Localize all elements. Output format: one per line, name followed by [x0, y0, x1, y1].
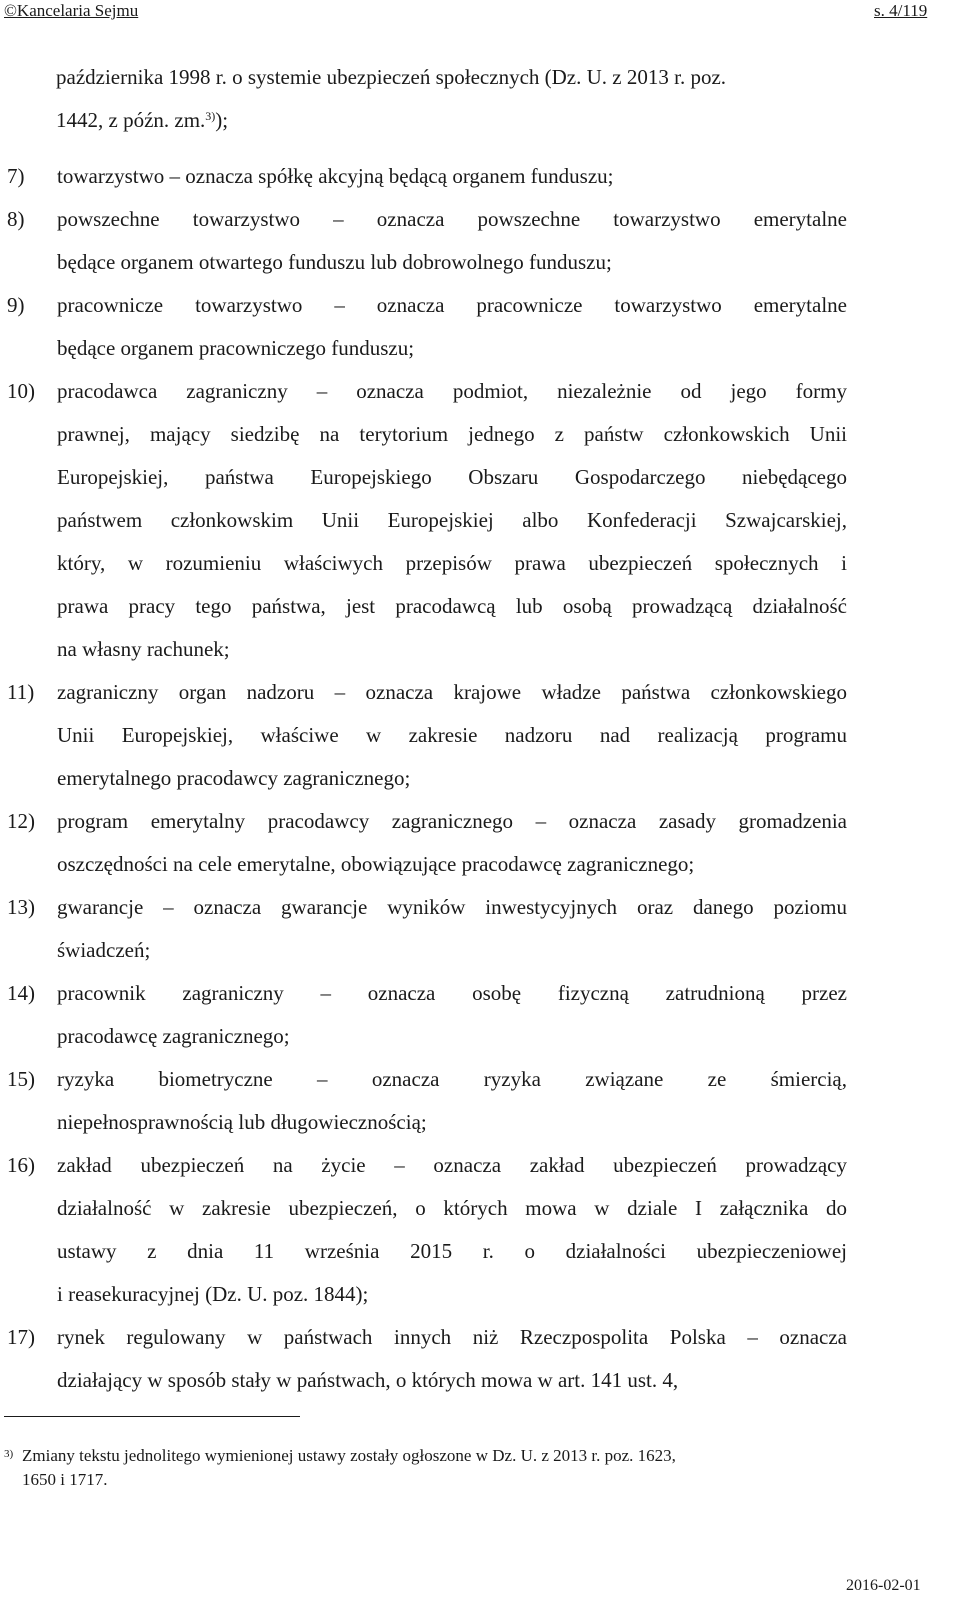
item-number: 15) — [7, 1067, 35, 1091]
item-text-line: niepełnosprawnością lub długowiecznością; — [57, 1110, 427, 1134]
list-item — [0, 1316, 960, 1402]
item-text-line: oszczędności na cele emerytalne, obowiązujące pracodawcę zagranicznego; — [57, 852, 695, 876]
intro-line: października 1998 r. o systemie ubezpieczeń społecznych (Dz. U. z 2013 r. poz. — [56, 65, 727, 89]
item-number: 8) — [7, 207, 25, 231]
item-text — [57, 800, 847, 886]
item-text-line: zakład ubezpieczeń na życie – oznacza zakład ubezpieczeń prowadzący — [57, 1153, 847, 1177]
item-text — [57, 370, 847, 671]
list-item — [0, 671, 960, 800]
footnote-reference: 3) — [205, 109, 216, 123]
item-text-line: Unii Europejskiej, właściwe w zakresie nadzoru nad realizacją programu — [57, 723, 847, 747]
item-text — [57, 1316, 847, 1402]
item-text-line: Europejskiej, państwa Europejskiego Obszaru Gospodarczego niebędącego — [57, 465, 847, 489]
list-item — [0, 198, 960, 284]
footnote-line: Zmiany tekstu jednolitego wymienionej ustawy zostały ogłoszone w Dz. U. z 2013 r. poz. 1623, — [22, 1446, 676, 1465]
item-text-line: zagraniczny organ nadzoru – oznacza krajowe władze państwa członkowskiego — [57, 680, 847, 704]
footnote-text — [22, 1444, 850, 1492]
item-text-line: pracodawcę zagranicznego; — [57, 1024, 290, 1048]
header-page-number: s. 4/119 — [874, 1, 928, 20]
item-text — [57, 198, 847, 284]
item-number: 16) — [7, 1153, 35, 1177]
item-text-line: będące organem otwartego funduszu lub dobrowolnego funduszu; — [57, 250, 612, 274]
footnote-separator — [4, 1416, 300, 1417]
item-text — [57, 155, 847, 198]
item-text-line: pracownicze towarzystwo – oznacza pracownicze towarzystwo emerytalne — [57, 293, 847, 317]
header-publisher: ©Kancelaria Sejmu — [4, 1, 139, 20]
item-text-line: prawnej, mający siedzibę na terytorium jednego z państw członkowskich Unii — [57, 422, 847, 446]
item-text-line: działalność w zakresie ubezpieczeń, o których mowa w dziale I załącznika do — [57, 1196, 847, 1220]
item-text-line: towarzystwo – oznacza spółkę akcyjną będącą organem funduszu; — [57, 164, 614, 188]
item-text-line: gwarancje – oznacza gwarancje wyników inwestycyjnych oraz danego poziomu — [57, 895, 847, 919]
item-text — [57, 886, 847, 972]
item-text — [57, 671, 847, 800]
item-text-line: który, w rozumieniu właściwych przepisów prawa ubezpieczeń społecznych i — [57, 551, 847, 575]
item-text-line: i reasekuracyjnej (Dz. U. poz. 1844); — [57, 1282, 369, 1306]
item-text-line: ryzyka biometryczne – oznacza ryzyka związane ze śmiercią, — [57, 1067, 847, 1091]
list-item — [0, 972, 960, 1058]
item-text-line: program emerytalny pracodawcy zagranicznego – oznacza zasady gromadzenia — [57, 809, 847, 833]
item-text-line: państwem członkowskim Unii Europejskiej albo Konfederacji Szwajcarskiej, — [57, 508, 847, 532]
item-text — [57, 972, 847, 1058]
footer-date: 2016-02-01 — [846, 1577, 921, 1594]
intro-paragraph — [56, 56, 852, 142]
item-text-line: pracownik zagraniczny – oznacza osobę fizyczną zatrudnioną przez — [57, 981, 847, 1005]
item-number: 11) — [7, 680, 35, 704]
intro-line — [56, 99, 852, 142]
item-text-line: powszechne towarzystwo – oznacza powszechne towarzystwo emerytalne — [57, 207, 847, 231]
footnote-line: 1650 i 1717. — [22, 1470, 108, 1489]
item-number: 14) — [7, 981, 35, 1005]
item-text-line: świadczeń; — [57, 938, 151, 962]
item-text-line: pracodawca zagraniczny – oznacza podmiot, niezależnie od jego formy — [57, 379, 847, 403]
item-text-line: emerytalnego pracodawcy zagranicznego; — [57, 766, 411, 790]
list-item — [0, 370, 960, 671]
item-number: 9) — [7, 293, 25, 317]
item-text-line: działający w sposób stały w państwach, o których mowa w art. 141 ust. 4, — [57, 1368, 679, 1392]
item-number: 12) — [7, 809, 35, 833]
intro-text: 1442, z późn. zm. — [56, 108, 206, 132]
item-text-line: będące organem pracowniczego funduszu; — [57, 336, 415, 360]
page-header — [0, 0, 960, 24]
item-number: 10) — [7, 379, 35, 403]
item-number: 7) — [7, 164, 25, 188]
list-item — [0, 284, 960, 370]
item-text-line: ustawy z dnia 11 września 2015 r. o działalności ubezpieczeniowej — [57, 1239, 847, 1263]
list-item — [0, 886, 960, 972]
list-item — [0, 155, 960, 198]
item-text-line: na własny rachunek; — [57, 637, 230, 661]
footnote — [4, 1444, 854, 1489]
item-text — [57, 1144, 847, 1316]
item-text — [57, 1058, 847, 1144]
item-text — [57, 284, 847, 370]
item-text-line: prawa pracy tego państwa, jest pracodawcą lub osobą prowadzącą działalność — [57, 594, 847, 618]
item-number: 13) — [7, 895, 35, 919]
item-number: 17) — [7, 1325, 35, 1349]
item-text-line: rynek regulowany w państwach innych niż Rzeczpospolita Polska – oznacza — [57, 1325, 847, 1349]
footnote-mark: 3) — [4, 1448, 14, 1460]
list-item — [0, 800, 960, 886]
intro-text-end: ); — [215, 108, 229, 132]
list-item — [0, 1058, 960, 1144]
list-item — [0, 1144, 960, 1316]
